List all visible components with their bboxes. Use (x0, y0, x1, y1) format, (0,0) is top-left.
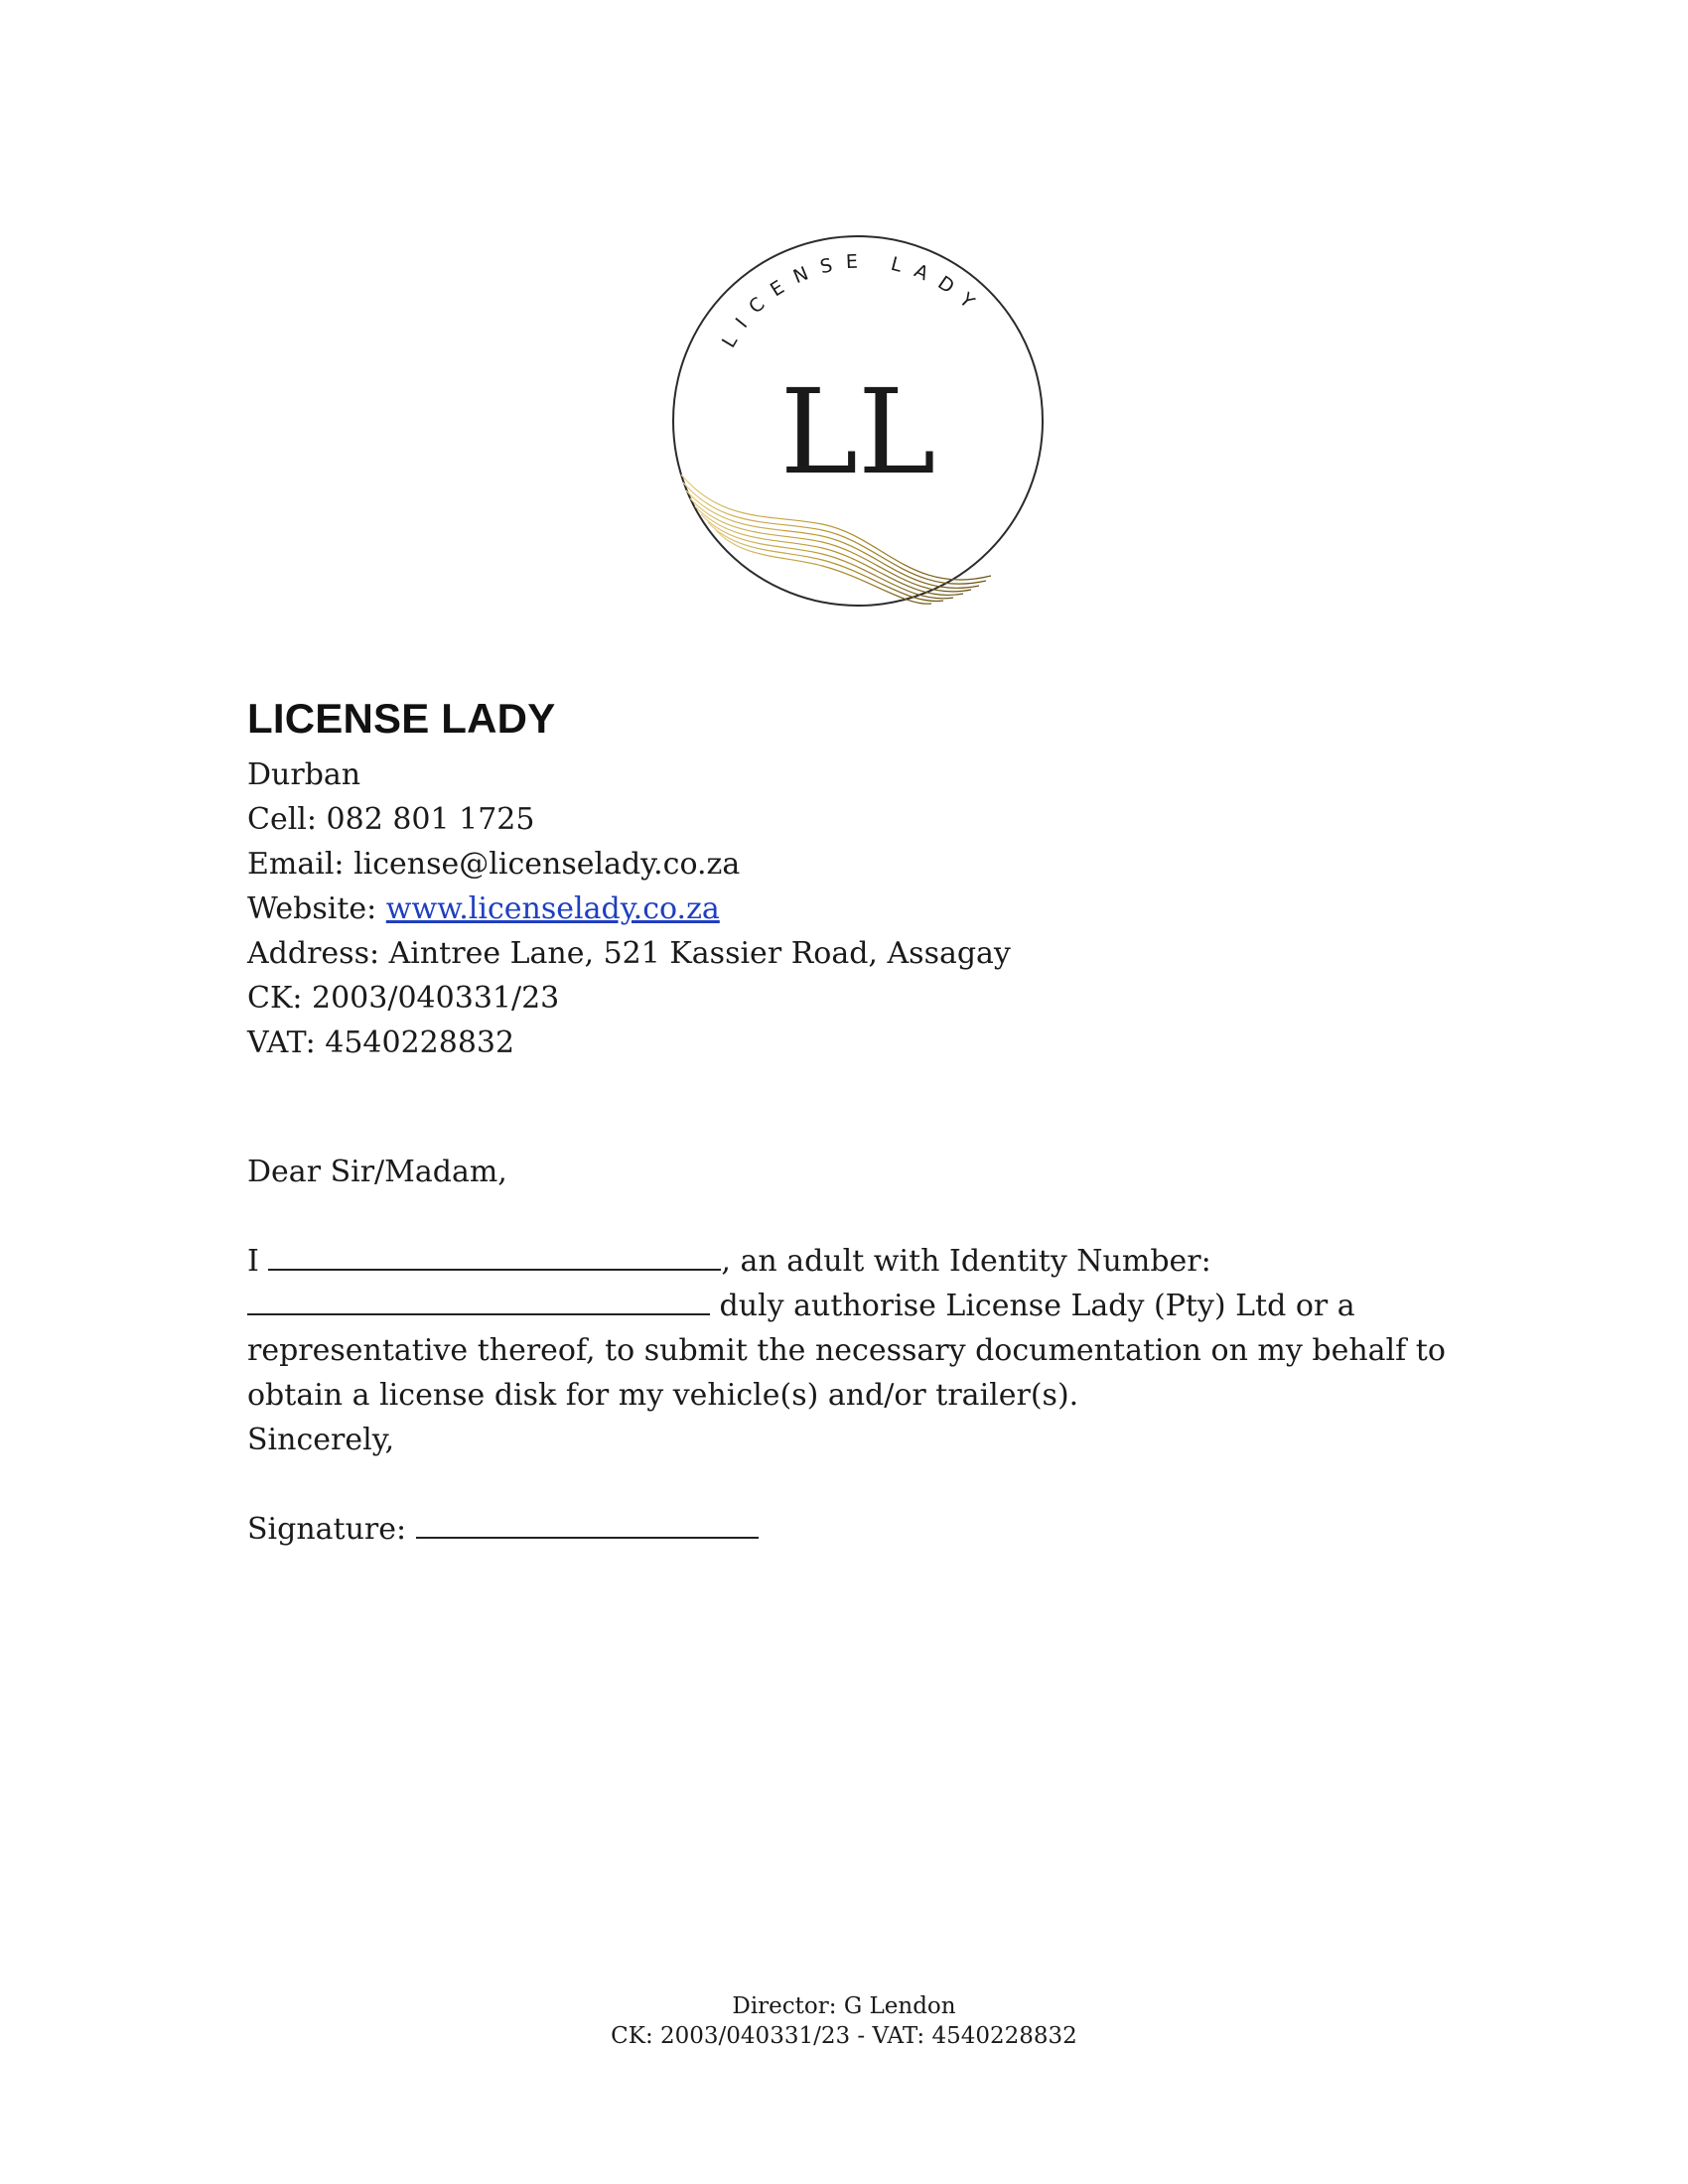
letter-closing: Sincerely, (247, 1423, 395, 1457)
footer (0, 1991, 1688, 2051)
signature-blank[interactable] (416, 1507, 759, 1539)
license-lady-logo (663, 226, 1053, 615)
website-link[interactable]: www.licenselady.co.za (385, 891, 720, 926)
logo-ring-text: LICENSE LADY (717, 250, 988, 352)
logo-monogram: LL (779, 363, 936, 500)
letter-body (247, 1150, 1446, 1552)
footer-director: Director: G Lendon (732, 1993, 956, 2019)
letterhead (247, 695, 1439, 1065)
letter-line-1 (247, 1239, 1439, 1284)
company-address: Address: Aintree Lane, 521 Kassier Road, Assagay (247, 936, 1011, 971)
company-name: LICENSE LADY (247, 695, 556, 742)
company-website (247, 887, 1439, 931)
company-city: Durban (247, 757, 361, 792)
signature-line (247, 1507, 1439, 1552)
company-vat: VAT: 4540228832 (247, 1025, 515, 1060)
footer-registration: CK: 2003/040331/23 - VAT: 4540228832 (611, 2023, 1077, 2049)
id-number-blank[interactable] (247, 1284, 710, 1315)
line1-start: I (247, 1244, 269, 1279)
letter-greeting: Dear Sir/Madam, (247, 1155, 507, 1189)
website-label: Website: (247, 891, 386, 926)
line2-end: duly authorise License Lady (Pty) Ltd or a (710, 1289, 1355, 1323)
letter-spacer-2 (247, 1462, 1439, 1507)
signature-label: Signature: (247, 1512, 416, 1547)
company-email: Email: license@licenselady.co.za (247, 847, 741, 882)
name-blank[interactable] (268, 1239, 721, 1271)
letter-line-4: obtain a license disk for my vehicle(s) and/or trailer(s). (247, 1378, 1079, 1413)
line1-end: , an adult with Identity Number: (721, 1244, 1211, 1279)
company-cell: Cell: 082 801 1725 (247, 802, 535, 837)
letter-spacer (247, 1194, 1439, 1239)
letter-line-2 (247, 1284, 1439, 1328)
company-ck: CK: 2003/040331/23 (247, 981, 560, 1016)
letter-line-3: representative thereof, to submit the necessary documentation on my behalf to (247, 1333, 1446, 1368)
